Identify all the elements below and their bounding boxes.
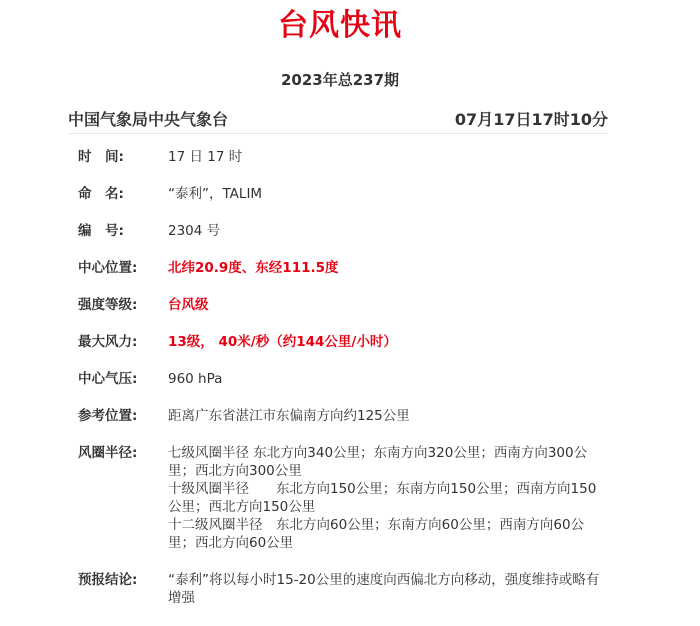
field-value: 北纬20.9度、东经111.5度 [168,260,339,276]
field-value: 台风级 [168,297,209,313]
field-label: 最大风力: [78,334,138,350]
field-label: 中心气压: [78,371,138,387]
page-title: 台风快讯 [278,8,402,43]
field-label: 预报结论: [78,572,138,588]
field-max-wind [78,333,608,351]
issue-datetime: 07月17日17时10分 [454,110,608,129]
field-wind-radius [78,444,608,552]
field-name [78,185,608,203]
field-pressure [78,370,608,388]
wind-radius-values [168,444,608,552]
wind-radius-10: 十级风圈半径 东北方向150公里；东南方向150公里；西南方向150公里；西北方向150公里 [168,481,597,515]
typhoon-info-list [78,148,608,626]
field-label: 时 间: [78,149,124,165]
field-forecast [78,571,608,607]
wind-radius-12: 十二级风圈半径 东北方向60公里；东南方向60公里；西南方向60公里；西北方向60公里 [168,517,585,551]
field-value: 17 日 17 时 [168,149,243,165]
field-reference-position [78,407,608,425]
agency-name: 中国气象局中央气象台 [68,110,229,129]
field-value: 960 hPa [168,371,223,387]
field-label: 编 号: [78,223,124,239]
field-value: 13级， 40米/秒（约144公里/小时） [168,334,397,350]
field-number [78,222,608,240]
field-value: 距离广东省湛江市东偏南方向约125公里 [168,408,410,424]
issue-number: 2023年总237期 [280,71,400,89]
field-label: 参考位置: [78,408,138,424]
field-center-position [78,259,608,277]
field-value: “泰利”将以每小时15-20公里的速度向西偏北方向移动，强度维持或略有增强 [168,572,600,606]
field-value: 2304 号 [168,223,221,239]
field-label: 强度等级: [78,297,138,313]
field-value: “泰利”，TALIM [168,186,263,202]
header-row [68,107,608,134]
field-label: 命 名: [78,186,124,202]
wind-radius-7: 七级风圈半径 东北方向340公里；东南方向320公里；西南方向300公里；西北方向300公里 [168,445,588,479]
field-label: 中心位置: [78,260,138,276]
field-time [78,148,608,166]
field-label: 风圈半径: [78,445,138,461]
field-intensity [78,296,608,314]
